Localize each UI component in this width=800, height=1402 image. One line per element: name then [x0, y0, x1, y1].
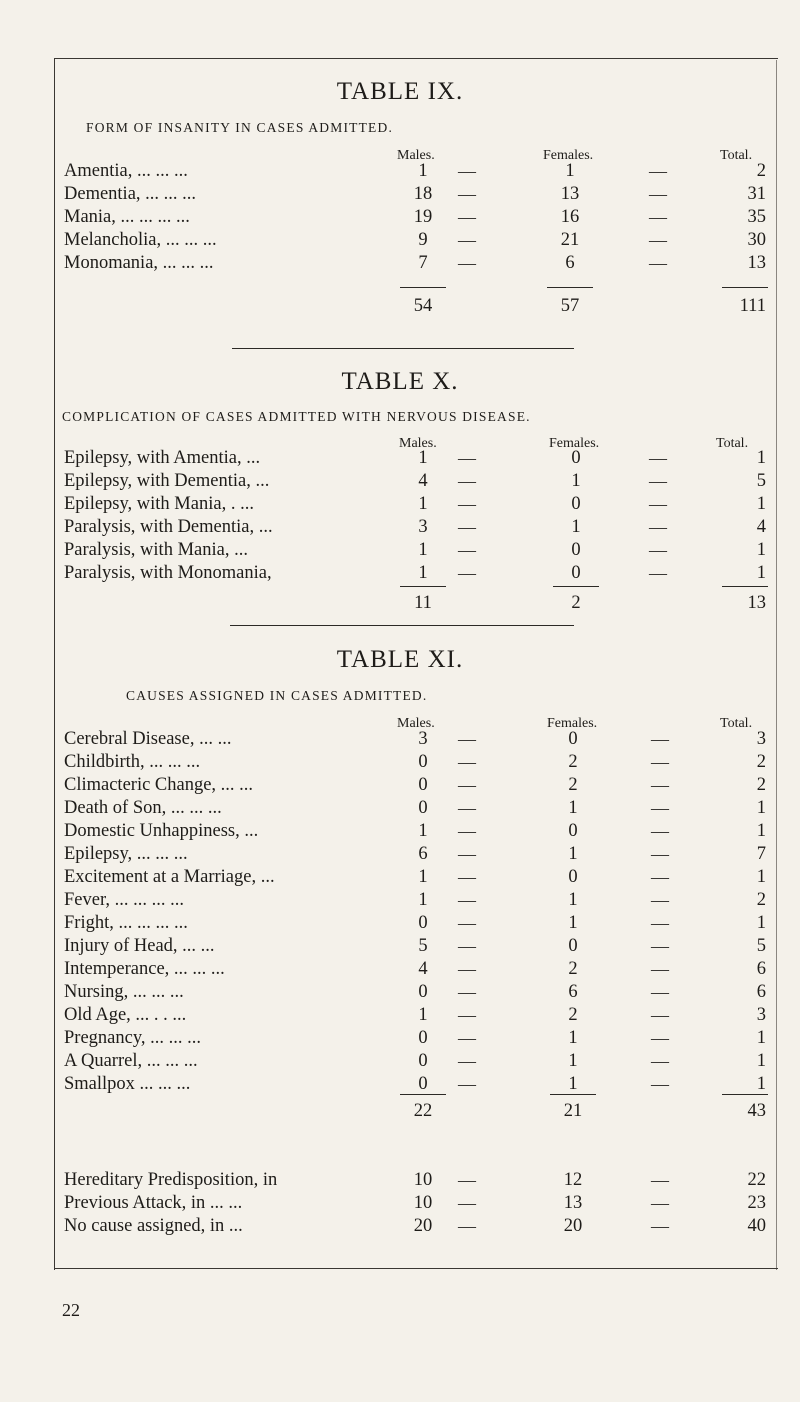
dash-separator: —	[458, 471, 476, 491]
table-ix-header-females: Females.	[543, 148, 594, 163]
row-label: Epilepsy, with Mania, . ...	[64, 494, 254, 514]
females-value: 0	[571, 448, 581, 468]
females-total: 21	[563, 1101, 583, 1121]
males-value: 0	[418, 752, 428, 772]
row-label: A Quarrel, ... ... ...	[64, 1051, 198, 1071]
dash-separator: —	[458, 1051, 476, 1071]
table-xi-header-total: Total.	[720, 716, 753, 731]
females-value: 0	[571, 540, 581, 560]
dash-separator: —	[649, 253, 667, 273]
row-label: Hereditary Predisposition, in	[64, 1170, 278, 1190]
dash-separator: —	[458, 798, 476, 818]
total-value: 1	[756, 494, 766, 514]
dash-separator: —	[458, 821, 476, 841]
dash-separator: —	[458, 207, 476, 227]
dash-separator: —	[458, 867, 476, 887]
total-value: 1	[756, 448, 766, 468]
dash-separator: —	[649, 448, 667, 468]
row-label: Paralysis, with Dementia, ...	[64, 517, 273, 537]
total-value: 3	[756, 1005, 766, 1025]
row-label: Previous Attack, in ... ...	[64, 1193, 243, 1213]
row-label: Excitement at a Marriage, ...	[64, 867, 275, 887]
dash-separator: —	[458, 1028, 476, 1048]
females-value: 6	[568, 982, 578, 1002]
row-label: Amentia, ... ... ...	[64, 161, 188, 181]
dash-separator: —	[651, 775, 669, 795]
row-label: Old Age, ... . . ...	[64, 1005, 187, 1025]
females-value: 0	[568, 936, 578, 956]
males-value: 7	[418, 253, 428, 273]
total-value: 2	[756, 775, 766, 795]
sum-rule	[722, 287, 768, 288]
females-value: 1	[565, 161, 575, 181]
sum-rule	[553, 586, 599, 587]
dash-separator: —	[458, 890, 476, 910]
grand-total: 111	[739, 296, 766, 316]
females-value: 6	[565, 253, 575, 273]
total-value: 5	[756, 471, 766, 491]
row-label: Nursing, ... ... ...	[64, 982, 184, 1002]
table-ix-header-males: Males.	[397, 148, 435, 163]
table-ix-subtitle: FORM OF INSANITY IN CASES ADMITTED.	[86, 120, 394, 135]
total-value: 1	[756, 540, 766, 560]
row-label: Melancholia, ... ... ...	[64, 230, 217, 250]
males-value: 5	[418, 936, 428, 956]
row-label: Epilepsy, with Dementia, ...	[64, 471, 270, 491]
dash-separator: —	[651, 1216, 669, 1236]
males-value: 1	[418, 1005, 428, 1025]
females-value: 13	[560, 184, 580, 204]
table-x-header-total: Total.	[716, 436, 749, 451]
total-value: 2	[756, 752, 766, 772]
dash-separator: —	[651, 729, 669, 749]
females-value: 2	[568, 752, 578, 772]
total-value: 1	[756, 1074, 766, 1094]
table-xi-subtitle: CAUSES ASSIGNED IN CASES ADMITTED.	[126, 688, 428, 703]
row-label: No cause assigned, in ...	[64, 1216, 243, 1236]
males-value: 9	[418, 230, 428, 250]
dash-separator: —	[649, 540, 667, 560]
females-value: 16	[560, 207, 580, 227]
males-value: 1	[418, 563, 428, 583]
males-value: 20	[413, 1216, 433, 1236]
females-total: 2	[571, 593, 581, 613]
males-value: 0	[418, 982, 428, 1002]
dash-separator: —	[649, 471, 667, 491]
total-value: 1	[756, 563, 766, 583]
females-value: 1	[568, 913, 578, 933]
total-value: 22	[747, 1170, 766, 1190]
total-value: 4	[756, 517, 766, 537]
section-divider	[230, 625, 574, 626]
dash-separator: —	[649, 494, 667, 514]
dash-separator: —	[458, 517, 476, 537]
dash-separator: —	[651, 982, 669, 1002]
dash-separator: —	[649, 517, 667, 537]
females-value: 2	[568, 775, 578, 795]
total-value: 5	[756, 936, 766, 956]
row-label: Injury of Head, ... ...	[64, 936, 215, 956]
dash-separator: —	[458, 253, 476, 273]
dash-separator: —	[651, 867, 669, 887]
males-value: 0	[418, 1028, 428, 1048]
males-value: 4	[418, 471, 428, 491]
dash-separator: —	[649, 230, 667, 250]
dash-separator: —	[651, 821, 669, 841]
dash-separator: —	[458, 1193, 476, 1213]
dash-separator: —	[458, 1005, 476, 1025]
total-value: 1	[756, 1028, 766, 1048]
females-value: 0	[568, 729, 578, 749]
females-value: 12	[563, 1170, 583, 1190]
dash-separator: —	[458, 775, 476, 795]
total-value: 1	[756, 913, 766, 933]
dash-separator: —	[458, 1074, 476, 1094]
females-value: 20	[563, 1216, 583, 1236]
total-value: 6	[756, 959, 766, 979]
dash-separator: —	[651, 913, 669, 933]
row-label: Pregnancy, ... ... ...	[64, 1028, 202, 1048]
males-value: 19	[413, 207, 433, 227]
dash-separator: —	[651, 752, 669, 772]
females-value: 1	[568, 798, 578, 818]
females-value: 1	[568, 1074, 578, 1094]
row-label: Mania, ... ... ... ...	[64, 207, 190, 227]
dash-separator: —	[651, 798, 669, 818]
sum-rule	[547, 287, 593, 288]
females-value: 21	[560, 230, 580, 250]
row-label: Climacteric Change, ... ...	[64, 775, 254, 795]
dash-separator: —	[458, 184, 476, 204]
females-value: 1	[568, 890, 578, 910]
page-number: 22	[62, 1300, 80, 1320]
females-value: 1	[571, 471, 581, 491]
total-value: 7	[756, 844, 766, 864]
total-value: 1	[756, 821, 766, 841]
row-label: Intemperance, ... ... ...	[64, 959, 225, 979]
table-x-header-females: Females.	[549, 436, 600, 451]
row-label: Smallpox ... ... ...	[64, 1074, 191, 1094]
females-value: 1	[568, 844, 578, 864]
dash-separator: —	[458, 230, 476, 250]
males-value: 1	[418, 494, 428, 514]
total-value: 31	[747, 184, 766, 204]
table-x-title: TABLE X.	[341, 368, 459, 395]
females-value: 2	[568, 959, 578, 979]
males-value: 1	[418, 161, 428, 181]
males-value: 3	[418, 517, 428, 537]
sum-rule	[550, 1094, 596, 1095]
males-value: 10	[413, 1193, 433, 1213]
males-value: 18	[413, 184, 433, 204]
row-label: Paralysis, with Monomania,	[64, 563, 272, 583]
grand-total: 13	[747, 593, 766, 613]
males-value: 0	[418, 798, 428, 818]
females-value: 0	[571, 494, 581, 514]
total-value: 35	[747, 207, 766, 227]
total-value: 2	[756, 890, 766, 910]
dash-separator: —	[458, 913, 476, 933]
dash-separator: —	[458, 563, 476, 583]
total-value: 40	[747, 1216, 766, 1236]
row-label: Cerebral Disease, ... ...	[64, 729, 232, 749]
females-value: 1	[568, 1051, 578, 1071]
dash-separator: —	[649, 207, 667, 227]
dash-separator: —	[458, 161, 476, 181]
dash-separator: —	[651, 1170, 669, 1190]
table-xi-title: TABLE XI.	[336, 646, 464, 673]
dash-separator: —	[651, 1074, 669, 1094]
total-value: 30	[747, 230, 766, 250]
dash-separator: —	[458, 1216, 476, 1236]
dash-separator: —	[651, 1193, 669, 1213]
dash-separator: —	[458, 959, 476, 979]
table-x-header-males: Males.	[399, 436, 437, 451]
total-value: 3	[756, 729, 766, 749]
sum-rule	[400, 287, 446, 288]
males-value: 10	[413, 1170, 433, 1190]
total-value: 23	[747, 1193, 766, 1213]
males-value: 0	[418, 913, 428, 933]
table-ix-header-total: Total.	[720, 148, 753, 163]
section-divider	[232, 348, 574, 349]
total-value: 6	[756, 982, 766, 1002]
sum-rule	[722, 1094, 768, 1095]
sum-rule	[400, 1094, 446, 1095]
dash-separator: —	[649, 563, 667, 583]
dash-separator: —	[458, 752, 476, 772]
males-total: 54	[413, 296, 433, 316]
dash-separator: —	[458, 448, 476, 468]
males-total: 11	[414, 593, 432, 613]
table-x-subtitle: COMPLICATION OF CASES ADMITTED WITH NERVOUS DISEASE.	[62, 409, 531, 424]
frame-top-rule	[54, 58, 778, 59]
row-label: Childbirth, ... ... ...	[64, 752, 201, 772]
males-total: 22	[413, 1101, 433, 1121]
dash-separator: —	[649, 184, 667, 204]
females-total: 57	[560, 296, 580, 316]
row-label: Fever, ... ... ... ...	[64, 890, 185, 910]
row-label: Dementia, ... ... ...	[64, 184, 197, 204]
total-value: 1	[756, 798, 766, 818]
females-value: 1	[571, 517, 581, 537]
dash-separator: —	[458, 729, 476, 749]
dash-separator: —	[651, 1051, 669, 1071]
males-value: 0	[418, 1074, 428, 1094]
males-value: 1	[418, 890, 428, 910]
sum-rule	[722, 586, 768, 587]
total-value: 1	[756, 1051, 766, 1071]
table-ix-title: TABLE IX.	[336, 78, 464, 105]
dash-separator: —	[651, 936, 669, 956]
males-value: 3	[418, 729, 428, 749]
males-value: 1	[418, 867, 428, 887]
dash-separator: —	[458, 540, 476, 560]
grand-total: 43	[747, 1101, 766, 1121]
females-value: 0	[571, 563, 581, 583]
dash-separator: —	[651, 1005, 669, 1025]
males-value: 0	[418, 1051, 428, 1071]
total-value: 2	[756, 161, 766, 181]
females-value: 0	[568, 867, 578, 887]
dash-separator: —	[651, 1028, 669, 1048]
table-xi-header-males: Males.	[397, 716, 435, 731]
dash-separator: —	[458, 936, 476, 956]
dash-separator: —	[458, 982, 476, 1002]
dash-separator: —	[649, 161, 667, 181]
table-xi-header-females: Females.	[547, 716, 598, 731]
row-label: Monomania, ... ... ...	[64, 253, 214, 273]
females-value: 0	[568, 821, 578, 841]
males-value: 4	[418, 959, 428, 979]
dash-separator: —	[458, 1170, 476, 1190]
row-label: Death of Son, ... ... ...	[64, 798, 222, 818]
dash-separator: —	[458, 494, 476, 514]
females-value: 2	[568, 1005, 578, 1025]
males-value: 0	[418, 775, 428, 795]
sum-rule	[400, 586, 446, 587]
row-label: Fright, ... ... ... ...	[64, 913, 188, 933]
row-label: Domestic Unhappiness, ...	[64, 821, 259, 841]
males-value: 1	[418, 821, 428, 841]
dash-separator: —	[651, 844, 669, 864]
dash-separator: —	[458, 844, 476, 864]
row-label: Epilepsy, ... ... ...	[64, 844, 188, 864]
males-value: 6	[418, 844, 428, 864]
males-value: 1	[418, 540, 428, 560]
total-value: 13	[747, 253, 766, 273]
row-label: Paralysis, with Mania, ...	[64, 540, 248, 560]
dash-separator: —	[651, 959, 669, 979]
dash-separator: —	[651, 890, 669, 910]
frame-bottom-rule	[54, 1268, 778, 1269]
females-value: 13	[563, 1193, 583, 1213]
total-value: 1	[756, 867, 766, 887]
males-value: 1	[418, 448, 428, 468]
females-value: 1	[568, 1028, 578, 1048]
row-label: Epilepsy, with Amentia, ...	[64, 448, 261, 468]
